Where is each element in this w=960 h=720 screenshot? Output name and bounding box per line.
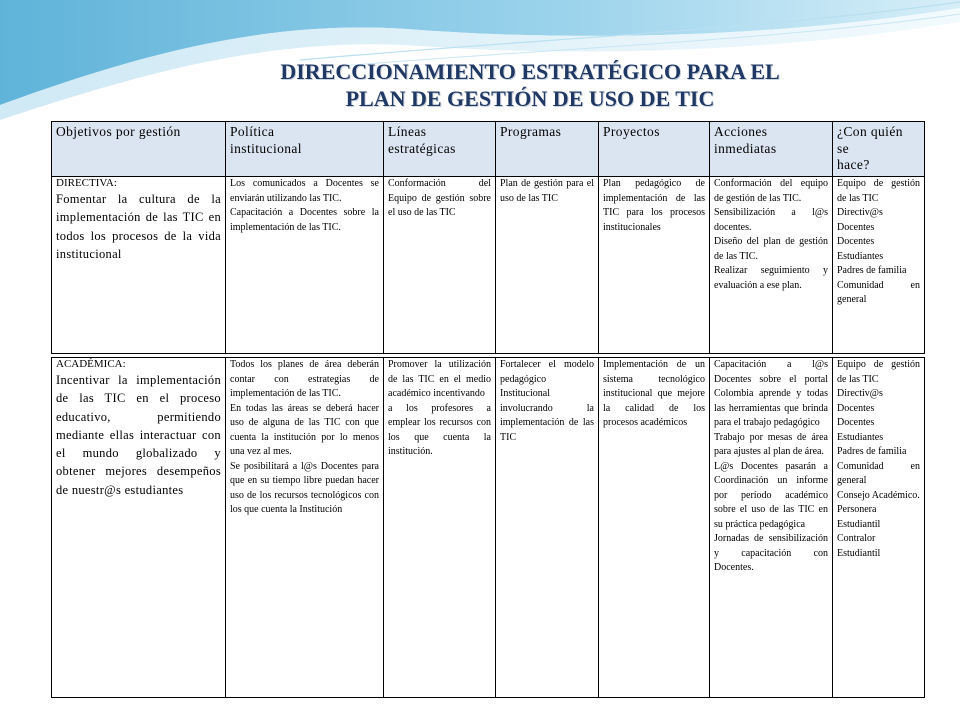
cell-proyectos: Implementación de un sistema tecnológico institucional que mejore la calidad de los procesos académicos	[599, 358, 710, 698]
cell-politica: Los comunicados a Docentes se enviarán utilizando las TIC. Capacitación a Docentes sobre la implementación de las TIC.	[226, 177, 384, 354]
header-objetivos: Objetivos por gestión	[52, 122, 226, 177]
table-row-directiva	[52, 177, 925, 354]
header-proyectos: Proyectos	[599, 122, 710, 177]
cell-objetivo	[52, 358, 226, 698]
cell-lineas: Conformación del Equipo de gestión sobre el uso de las TIC	[384, 177, 496, 354]
header-row	[52, 122, 925, 177]
objetivo-text: Fomentar la cultura de la implementación de las TIC en todos los procesos de la vida institucional	[56, 192, 221, 261]
cell-proyectos: Plan pedagógico de implementación de las TIC para los procesos institucionales	[599, 177, 710, 354]
cell-programas: Plan de gestión para el uso de las TIC	[496, 177, 599, 354]
cell-programas: Fortalecer el modelo pedagógico Institucional involucrando la implementación de las TIC	[496, 358, 599, 698]
cell-objetivo	[52, 177, 226, 354]
area-label: ACADÉMICA:	[56, 358, 126, 370]
header-programas: Programas	[496, 122, 599, 177]
cell-lineas: Promover la utilización de las TIC en el medio académico incentivando a los profesores a emplear los recursos con los que cuenta la institución.	[384, 358, 496, 698]
strategy-table	[51, 121, 925, 698]
cell-politica: Todos los planes de área deberán contar con estrategias de implementación de las TIC. En todas las áreas se deberá hacer uso de alguna de las TIC con que cuenta la institución por lo menos una vez al mes. Se posibilitará a l@s Docentes para que en su tiempo libre puedan hacer uso de los recursos tecnológicos con los que cuenta la Institución	[226, 358, 384, 698]
cell-acciones: Conformación del equipo de gestión de las TIC. Sensibilización a l@s docentes. Diseño del plan de gestión de las TIC. Realizar seguimiento y evaluación a ese plan.	[710, 177, 833, 354]
table-row-academica	[52, 358, 925, 698]
cell-acciones: Capacitación a l@s Docentes sobre el portal Colombia aprende y todas las herramientas que brinda para el trabajo pedagógico Trabajo por mesas de área para ajustes al plan de área. L@s Docentes pasarán a Coordinación un informe por período académico sobre el uso de las TIC en su práctica pedagógica Jornadas de sensibilización y capacitación con Docentes.	[710, 358, 833, 698]
cell-quien: Equipo de gestión de las TIC Directiv@s Docentes Docentes Estudiantes Padres de familia Comunidad en general Consejo Académico. Personera Estudiantil Contralor Estudiantil	[833, 358, 925, 698]
title-line-2: PLAN DE GESTIÓN DE USO DE TIC	[345, 86, 715, 111]
header-quien: ¿Con quién se hace?	[833, 122, 925, 177]
cell-quien: Equipo de gestión de las TIC Directiv@s Docentes Docentes Estudiantes Padres de familia Comunidad en general	[833, 177, 925, 354]
page-title	[0, 58, 960, 112]
objetivo-text: Incentivar la implementación de las TIC en el proceso educativo, permitiendo mediante ellas interactuar con el mundo globalizado y obtener mejores desempeños de nuestr@s estudiantes	[56, 373, 221, 497]
header-politica: Política institucional	[226, 122, 384, 177]
header-acciones: Acciones inmediatas	[710, 122, 833, 177]
header-lineas: Líneas estratégicas	[384, 122, 496, 177]
area-label: DIRECTIVA:	[56, 177, 117, 189]
title-line-1: DIRECCIONAMIENTO ESTRATÉGICO PARA EL	[280, 59, 780, 84]
